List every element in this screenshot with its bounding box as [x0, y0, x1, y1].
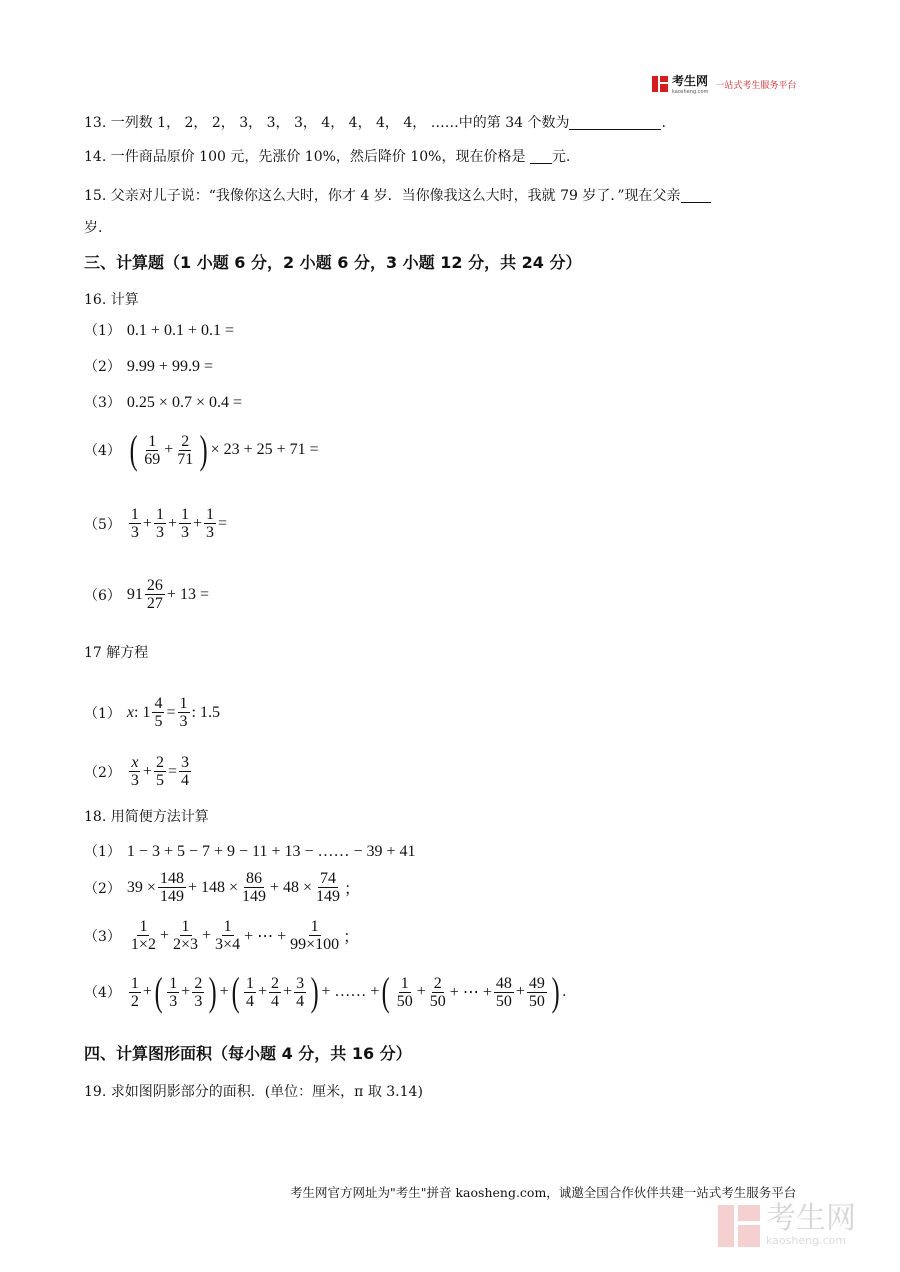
- q18-p4-b1d: 3: [169, 992, 178, 1010]
- q16-p5-label: （5）: [84, 516, 121, 533]
- math-glyph: [766, 1201, 856, 1247]
- q16-part-6: [84, 577, 209, 612]
- q18-p4-b2d: 3: [194, 992, 203, 1010]
- q18-p4-dmid: + ⋯ +: [449, 984, 492, 1001]
- q18-p1-label: （1）: [84, 844, 121, 860]
- math-glyph: (: [382, 969, 391, 1014]
- math-glyph: [240, 870, 268, 905]
- q14-text: 14. 一件商品原价 100 元，先涨价 10%，然后降价 10%，现在价格是: [84, 149, 530, 165]
- question-13: [84, 112, 666, 132]
- q18-p2-c: + 48 ×: [270, 878, 313, 896]
- math-glyph: [672, 73, 708, 95]
- q18-p3-f4n: 1: [310, 918, 319, 935]
- math-glyph: [660, 84, 668, 92]
- page-footer: 考生网官方网址为"考生"拼音 kaosheng.com，诚邀全国合作伙伴共建一站式考生服务平台: [290, 1185, 797, 1200]
- q16-p6-whole: 91: [126, 585, 143, 603]
- q18-p3-label: （3）: [84, 928, 121, 945]
- q18-p4-plus: +: [283, 983, 293, 1000]
- math-glyph: [84, 577, 209, 612]
- q16-p1-label: （1）: [84, 323, 121, 339]
- q16-p4-f2d: 71: [177, 450, 194, 468]
- q18-p4-c2d: 4: [271, 992, 280, 1010]
- q16-p1-expr: 0.1 + 0.1 + 0.1 =: [126, 322, 234, 339]
- q18-p4-end: .: [562, 983, 567, 1000]
- q16-p3-expr: 0.25 × 0.7 × 0.4 =: [126, 394, 242, 411]
- math-glyph: [178, 695, 190, 730]
- q18-p4-plus: +: [416, 983, 426, 1000]
- math-glyph: [152, 695, 164, 730]
- question-14: [84, 146, 570, 166]
- math-glyph: (: [231, 969, 240, 1014]
- q18-p4-c1d: 4: [246, 992, 254, 1010]
- q16-p5-n: 1: [180, 506, 189, 523]
- q17-p1-f2n: 1: [179, 695, 188, 712]
- math-glyph: [145, 577, 165, 612]
- header-logo: [652, 73, 796, 95]
- math-glyph: [84, 427, 319, 472]
- q16-p5-n: 1: [206, 506, 215, 523]
- q18-p4-plus: +: [142, 983, 152, 1000]
- answer-blank: [569, 115, 661, 130]
- q18-p3-f1n: 1: [139, 918, 148, 935]
- math-glyph: [738, 1225, 760, 1247]
- q17-p1-x: x: [126, 703, 135, 721]
- q18-p3-plus: +: [159, 926, 169, 944]
- q18-p4-plus: +: [515, 983, 525, 1000]
- math-glyph: [660, 76, 668, 82]
- math-glyph: [213, 918, 242, 953]
- q18-p4-plus: +: [258, 983, 268, 1000]
- q18-p2-b: + 148 ×: [187, 878, 238, 896]
- q13-end: .: [661, 115, 666, 131]
- q18-p4-c3n: 3: [296, 974, 305, 992]
- math-glyph: [179, 754, 191, 789]
- math-glyph: [154, 506, 166, 541]
- math-glyph: [129, 754, 141, 789]
- q18-p4-dots: + …… +: [321, 983, 380, 1000]
- q18-p4-d1n: 1: [400, 974, 409, 992]
- q17-p2-f3n: 3: [180, 754, 189, 771]
- question-18-title: 18. 用简便方法计算: [84, 809, 209, 825]
- q18-p2-f2d: 149: [242, 888, 266, 905]
- math-glyph: [84, 695, 220, 730]
- answer-blank: [681, 188, 711, 203]
- q17-p2-f3d: 4: [180, 772, 189, 789]
- math-glyph: [129, 918, 158, 953]
- q17-p1-eq: =: [166, 703, 176, 721]
- q16-part-5: [84, 506, 227, 541]
- math-glyph: [652, 76, 658, 92]
- q18-p2-f1n: 148: [159, 870, 184, 887]
- math-glyph: [206, 969, 219, 1014]
- math-glyph: [718, 1205, 734, 1247]
- q18-p4-label: （4）: [84, 985, 121, 1001]
- q17-p2-f1d: 3: [130, 772, 139, 789]
- math-glyph: [294, 975, 306, 1010]
- math-glyph: [84, 969, 567, 1014]
- logo-subtext: kaosheng.com: [672, 89, 709, 95]
- logo-mark-icon: [652, 76, 668, 92]
- math-glyph: [428, 975, 448, 1010]
- q16-p5-eq: =: [218, 514, 228, 532]
- q18-p2-end: ；: [344, 881, 361, 898]
- q18-p4-b2n: 2: [194, 974, 203, 992]
- q18-p3-f1d: 1×2: [130, 936, 156, 953]
- q18-p3-f3d: 3×4: [215, 936, 241, 953]
- math-glyph: [154, 754, 166, 789]
- q16-p5-plus: +: [192, 514, 203, 532]
- q17-p2-label: （2）: [84, 764, 121, 781]
- math-glyph: [244, 975, 256, 1010]
- q18-p3-end: ；: [343, 929, 360, 946]
- q18-p4-c3d: 4: [296, 992, 305, 1010]
- math-glyph: [84, 918, 359, 953]
- q17-p1-label: （1）: [84, 705, 121, 722]
- math-glyph: [314, 870, 342, 905]
- math-glyph: [269, 975, 281, 1010]
- math-glyph: [549, 969, 562, 1014]
- q18-p4-c2n: 2: [271, 974, 280, 992]
- q17-p2-f2n: 2: [155, 754, 164, 771]
- q18-part-3: [84, 918, 359, 953]
- q16-p6-rest: + 13 =: [166, 585, 209, 603]
- q18-p2-f2n: 86: [246, 870, 262, 887]
- q16-p5-d: 3: [130, 524, 139, 541]
- question-16-title: 16. 计算: [84, 292, 139, 308]
- q16-p5-d: 3: [206, 524, 215, 541]
- q16-p2-label: （2）: [84, 359, 121, 375]
- header-tagline: 一站式考生服务平台: [715, 80, 797, 91]
- q17-part-1: [84, 695, 220, 730]
- watermark-text: 考生网: [766, 1201, 856, 1236]
- q18-p3-f2d: 2×3: [172, 936, 199, 953]
- answer-blank: [530, 149, 552, 164]
- q18-p2-f1d: 149: [159, 888, 184, 905]
- q18-p3-f3n: 1: [223, 918, 232, 935]
- q16-p5-d: 3: [180, 524, 189, 541]
- math-glyph: [308, 969, 321, 1014]
- q17-p1-colon: : 1: [134, 703, 151, 721]
- q18-part-4: [84, 969, 567, 1014]
- q16-p4-plus: +: [164, 441, 174, 458]
- q17-p2-eq: =: [167, 762, 177, 780]
- question-15-line2: 岁.: [84, 220, 103, 236]
- fraction: [142, 433, 162, 468]
- q17-p1-f2d: 3: [179, 713, 188, 730]
- math-glyph: (: [129, 427, 138, 472]
- q17-p2-f2d: 5: [155, 772, 164, 789]
- q16-p4-f1n: 1: [148, 432, 157, 450]
- math-glyph: [494, 975, 514, 1010]
- q18-p2-a: 39 ×: [126, 878, 156, 896]
- q18-p4-d4n: 49: [528, 974, 545, 992]
- question-19: 19. 求如图阴影部分的面积．(单位：厘米，π 取 3.14): [84, 1084, 423, 1100]
- q17-p2-f1n: x: [131, 754, 139, 771]
- math-glyph: [84, 506, 227, 541]
- q16-p4-label: （4）: [84, 443, 121, 459]
- math-glyph: [84, 754, 193, 789]
- q18-p4-d3n: 48: [495, 974, 512, 992]
- math-glyph: ): [310, 969, 319, 1014]
- math-glyph: [158, 870, 186, 905]
- math-glyph: ): [208, 969, 217, 1014]
- q16-p3-label: （3）: [84, 395, 121, 411]
- q17-p1-f1d: 5: [154, 713, 163, 730]
- section-4-title: 四、计算图形面积（每小题 4 分，共 16 分）: [84, 1044, 412, 1063]
- q16-p5-plus: +: [167, 514, 177, 532]
- q18-p2-f3d: 149: [316, 888, 341, 905]
- q16-p6-label: （6）: [84, 587, 121, 604]
- math-glyph: [129, 506, 141, 541]
- q16-p4-rest: × 23 + 25 + 71 =: [210, 441, 319, 458]
- q18-p4-d1d: 50: [396, 992, 413, 1010]
- q18-p2-label: （2）: [84, 880, 121, 897]
- fraction: [175, 433, 195, 468]
- q17-p1-f1n: 4: [154, 695, 163, 712]
- q18-p4-d3d: 50: [495, 992, 512, 1010]
- q15-text: 15. 父亲对儿子说：“我像你这么大时，你才 4 岁．当你像我这么大时，我就 79 岁了．”现在父亲: [84, 188, 681, 204]
- q18-p3-f2n: 1: [181, 918, 190, 935]
- math-glyph: [395, 975, 415, 1010]
- q16-p4-f1d: 69: [144, 450, 161, 468]
- q16-p2-expr: 9.99 + 99.9 =: [126, 358, 213, 375]
- q17-p1-rest: : 1.5: [191, 703, 220, 721]
- q18-p4-c1n: 1: [246, 974, 254, 992]
- math-glyph: ): [199, 427, 208, 472]
- math-glyph: [84, 870, 360, 905]
- math-glyph: [129, 975, 141, 1010]
- q18-p3-f4d: 99×100: [290, 936, 340, 953]
- q16-p6-n: 26: [146, 577, 163, 594]
- watermark-logo: [718, 1201, 856, 1247]
- q18-p4-plus: +: [181, 983, 191, 1000]
- math-glyph: ): [551, 969, 560, 1014]
- math-glyph: [192, 975, 204, 1010]
- q18-part-2: [84, 870, 360, 905]
- q14-end: 元.: [551, 149, 571, 165]
- q16-p5-n: 1: [155, 506, 164, 523]
- q16-part-3: [84, 392, 242, 412]
- q18-p4-b1n: 1: [169, 974, 178, 992]
- q18-p2-f3n: 74: [320, 870, 337, 887]
- math-glyph: [127, 427, 140, 472]
- q18-p4-a-d: 2: [130, 992, 139, 1010]
- q16-p5-n: 1: [130, 506, 139, 523]
- q16-part-2: [84, 356, 213, 376]
- q17-part-2: [84, 754, 193, 789]
- q16-p5-d: 3: [155, 524, 164, 541]
- q18-p3-plus: +: [202, 926, 212, 944]
- math-glyph: [179, 506, 191, 541]
- math-glyph: [167, 975, 179, 1010]
- q18-p4-a-n: 1: [130, 974, 139, 992]
- q18-p4-d2n: 2: [433, 974, 442, 992]
- watermark-mark-icon: [718, 1205, 760, 1247]
- q18-p4-plus: +: [219, 983, 229, 1000]
- q16-p5-plus: +: [142, 514, 152, 532]
- math-glyph: [288, 918, 341, 953]
- watermark-subtext: kaosheng.com: [766, 1234, 847, 1247]
- q18-part-1: [84, 841, 416, 861]
- math-glyph: [738, 1205, 760, 1221]
- q18-p4-d2d: 50: [429, 992, 446, 1010]
- math-glyph: [197, 427, 210, 472]
- math-glyph: [152, 969, 165, 1014]
- section-3-title: 三、计算题（1 小题 6 分，2 小题 6 分，3 小题 12 分，共 24 分）: [84, 253, 582, 272]
- q16-p4-f2n: 2: [181, 432, 190, 450]
- q16-p6-d: 27: [146, 595, 163, 612]
- math-glyph: [229, 969, 242, 1014]
- math-glyph: (: [154, 969, 163, 1014]
- q18-p3-mid: + ⋯ +: [244, 927, 287, 945]
- q13-text: 13. 一列数 1， 2， 2， 3， 3， 3， 4， 4， 4， 4， ……中的第 34 个数为: [84, 115, 570, 131]
- math-glyph: [527, 975, 547, 1010]
- q18-p1-expr: 1 − 3 + 5 − 7 + 9 − 11 + 13 − …… − 39 + 41: [126, 843, 416, 860]
- q16-part-4: [84, 427, 319, 472]
- q16-part-1: [84, 320, 234, 340]
- logo-text: 考生网: [672, 74, 709, 88]
- question-15: [84, 185, 711, 205]
- math-glyph: [204, 506, 216, 541]
- math-glyph: [379, 969, 392, 1014]
- math-glyph: [171, 918, 200, 953]
- q18-p4-d4d: 50: [528, 992, 545, 1010]
- question-17-title: 17 解方程: [84, 645, 149, 661]
- q17-p2-plus: +: [142, 762, 152, 780]
